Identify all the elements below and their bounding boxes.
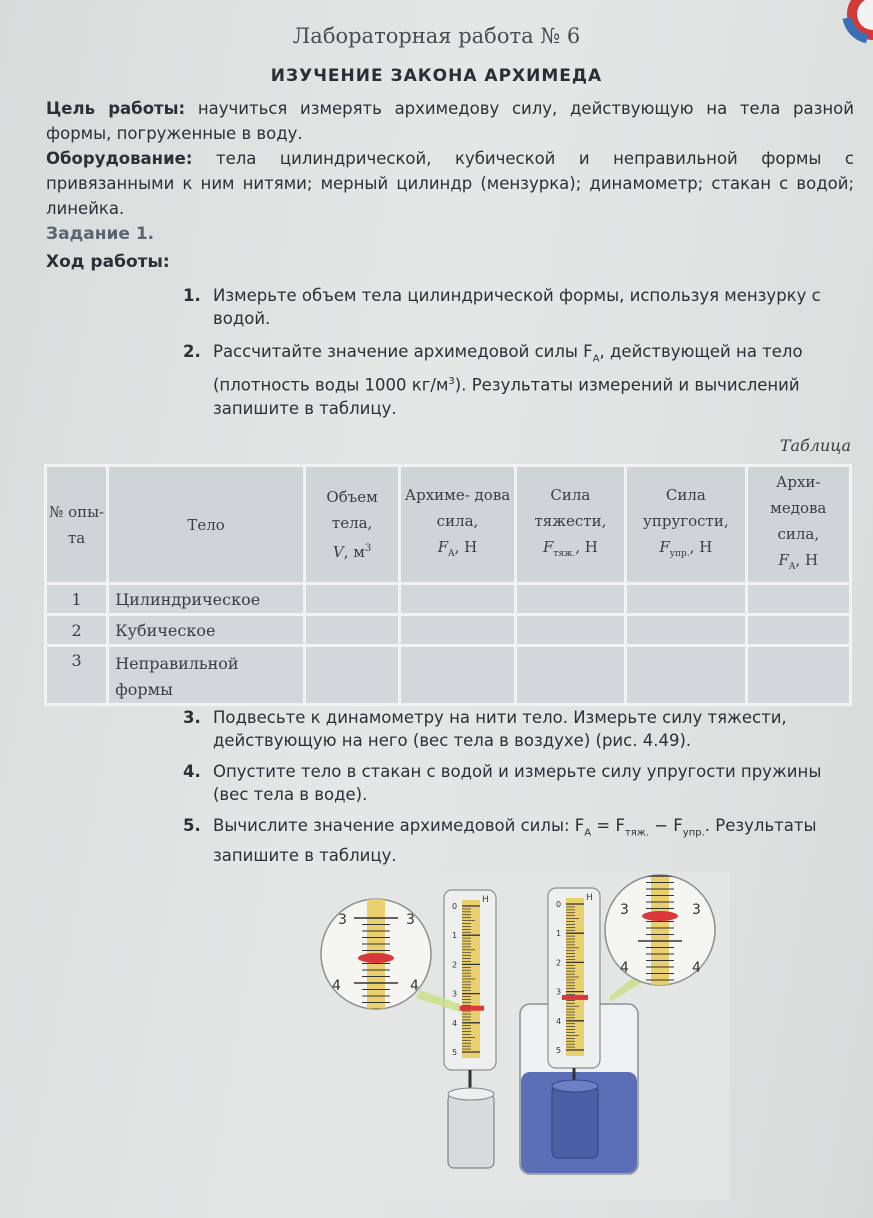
empty-cell (304, 584, 399, 615)
submerged-body (552, 1086, 598, 1158)
svg-text:4: 4 (620, 960, 629, 976)
svg-text:3: 3 (338, 912, 347, 928)
step-text: Опустите тело в стакан с водой и измерьте силу упругости пружины (вес тела в воде). (213, 762, 822, 804)
scale-label: 5 (452, 1048, 458, 1057)
svg-text:4: 4 (692, 960, 701, 976)
step-text: Подвесьте к динамометру на нити тело. Измерьте силу тяжести, действующую на него (вес тела в воздухе) (рис. 4.49). (213, 708, 787, 750)
scale-label: 5 (556, 1046, 562, 1055)
svg-text:3: 3 (620, 902, 629, 918)
scale-label: 1 (452, 931, 458, 941)
header-elastic-force: Сила упругости, $F_{упр.}$, Н (626, 466, 746, 584)
scale-label: 2 (452, 960, 458, 970)
scale-label: 0 (556, 900, 562, 909)
unit-label: Н (586, 893, 593, 903)
table-header-row (46, 466, 851, 584)
header-gravity-force: Сила тяжести, $F_{тяж.}$, Н (515, 466, 625, 584)
scale-label: 3 (556, 987, 562, 997)
empty-cell (746, 615, 850, 646)
step-3 (183, 706, 853, 752)
lab-subtitle: ИЗУЧЕНИЕ ЗАКОНА АРХИМЕДА (270, 66, 603, 86)
dynamometer-in-water (548, 888, 600, 1158)
step-number: 3. (183, 708, 201, 727)
step-text: Вычислите значение архимедовой силы: $F_A = F_{тяж.} - F_{упр.}$. Результаты запишите в таблицу. (213, 816, 817, 866)
row-body: Цилиндрическое (108, 584, 305, 615)
header-body: Тело (108, 466, 305, 584)
equipment-text: тела цилиндрической, кубической и неправильной формы с привязанными к ним нитями; мерный цилиндр (мензурка); динамометр; стакан с водой; линейка. (46, 149, 854, 218)
step-text: Измерьте объем тела цилиндрической формы, используя мензурку с водой. (213, 286, 821, 328)
dynamometer-in-air (444, 890, 496, 1168)
scale-label: 2 (556, 958, 562, 968)
step-number: 4. (183, 762, 201, 781)
task-title: Задание 1. (46, 224, 155, 244)
progress-title: Ход работы: (46, 252, 170, 272)
table-row (46, 646, 851, 705)
empty-cell (626, 584, 746, 615)
unit-label: Н (482, 895, 489, 905)
scale-label: 3 (452, 989, 458, 999)
header-volume: Объем тела, V, $м^3$ (304, 466, 399, 584)
empty-cell (400, 584, 515, 615)
equipment-label: Оборудование: (46, 149, 193, 168)
hanging-body (448, 1094, 494, 1168)
equipment-paragraph (46, 146, 854, 221)
goal-label: Цель работы: (46, 99, 186, 118)
empty-cell (515, 646, 625, 705)
header-archimedes-force: Архиме- дова сила, $F_A$, Н (400, 466, 515, 584)
empty-cell (746, 646, 850, 705)
scale-label: 1 (556, 929, 562, 939)
step-5 (183, 814, 853, 867)
step-number: 5. (183, 816, 201, 835)
empty-cell (400, 646, 515, 705)
row-number: 3 (46, 646, 108, 705)
empty-cell (304, 615, 399, 646)
empty-cell (304, 646, 399, 705)
table-row (46, 584, 851, 615)
zoom-circle-right (605, 872, 715, 992)
empty-cell (515, 615, 625, 646)
row-number: 1 (46, 584, 108, 615)
svg-text:3: 3 (406, 912, 415, 928)
svg-text:4: 4 (410, 978, 419, 994)
pointer-indicator (458, 1006, 484, 1011)
header-archimedes-force-result: Архи- медова сила, $F_A$, Н (746, 466, 850, 584)
scale-label: 0 (452, 902, 458, 911)
dynamometer-figure (310, 872, 730, 1200)
empty-cell (746, 584, 850, 615)
lab-title: Лабораторная работа № 6 (292, 24, 581, 48)
table-caption: Таблица (779, 436, 851, 455)
header-experiment-number: № опы- та (46, 466, 108, 584)
goal-text: научиться измерять архимедову силу, действующую на тела разной формы, погруженные в воду. (46, 99, 854, 143)
empty-cell (626, 615, 746, 646)
goal-paragraph (46, 96, 854, 146)
scale-label: 4 (452, 1018, 458, 1028)
svg-text:4: 4 (332, 978, 341, 994)
row-number: 2 (46, 615, 108, 646)
step-2 (183, 340, 853, 420)
step-1 (183, 284, 853, 330)
empty-cell (400, 615, 515, 646)
step-4 (183, 760, 853, 806)
step-number: 1. (183, 286, 201, 305)
table-row (46, 615, 851, 646)
step-text: Рассчитайте значение архимедовой силы $F_A$, действующей на тело (плотность воды 1000 $кг/м^3$). Результаты измерений и вычислений запишите в таблицу. (213, 342, 803, 418)
row-body: Кубическое (108, 615, 305, 646)
step-number: 2. (183, 342, 201, 361)
results-table (44, 464, 852, 706)
empty-cell (626, 646, 746, 705)
row-body: Неправильной формы (108, 646, 305, 705)
empty-cell (515, 584, 625, 615)
svg-text:3: 3 (692, 902, 701, 918)
pointer-indicator (562, 995, 588, 1000)
scale-label: 4 (556, 1016, 562, 1026)
